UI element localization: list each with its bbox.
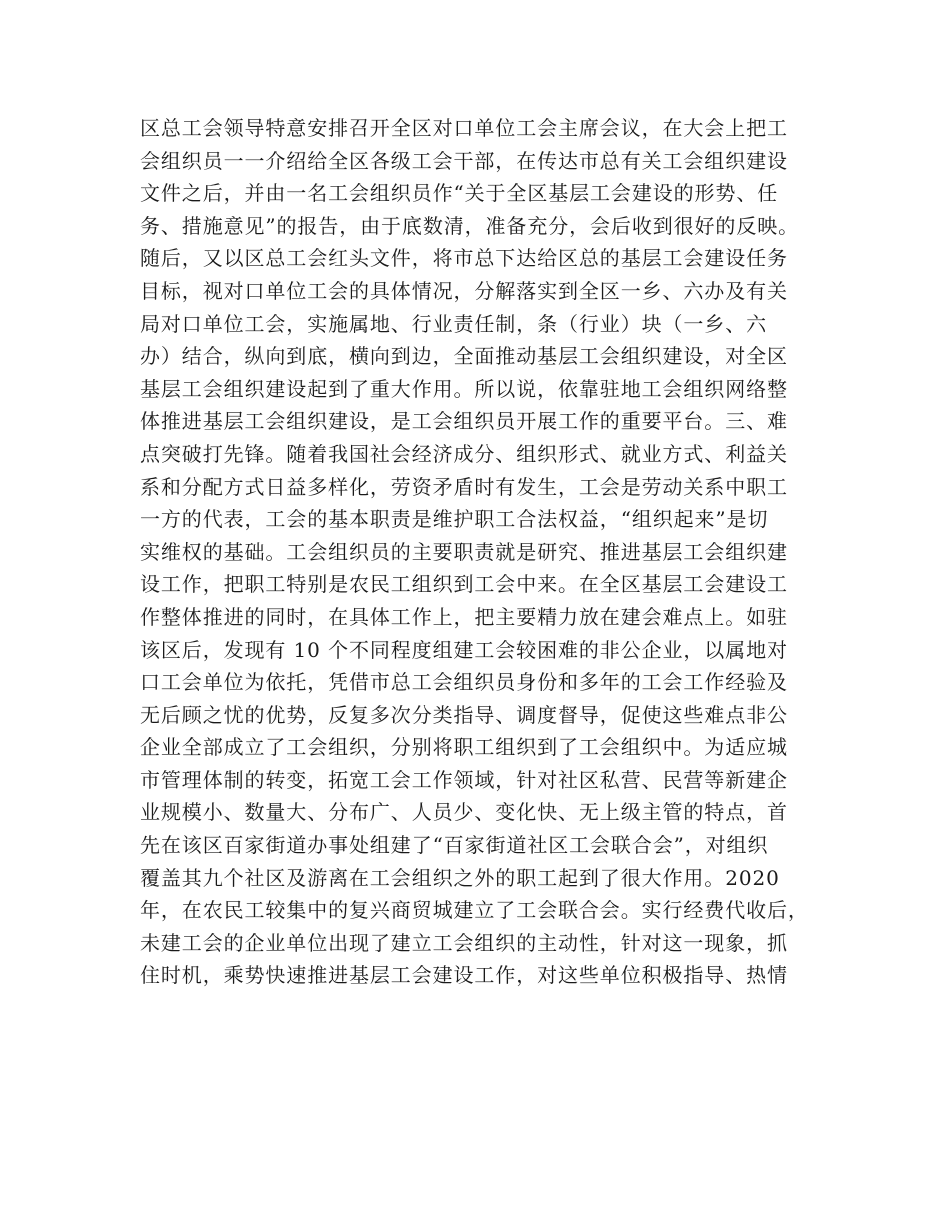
text-line: 一方的代表，工会的基本职责是维护职工合法权益，“组织起来”是切 [140,507,769,532]
text-line: 基层工会组织建设起到了重大作用。所以说，依靠驻地工会组织网络整 [140,376,788,401]
text-line: 无后顾之忧的优势，反复多次分类指导、调度督导，促使这些难点非公 [140,702,788,727]
text-line: 区总工会领导特意安排召开全区对口单位工会主席会议，在大会上把工 [140,116,788,140]
text-line: 口工会单位为依托，凭借市总工会组织员身份和多年的工会工作经验及 [140,670,788,695]
text-line: 随后，又以区总工会红头文件，将市总下达给区总的基层工会建设任务 [140,246,788,271]
text-line: 会组织员一一介绍给全区各级工会干部，在传达市总有关工会组织建设 [140,148,788,173]
text-line: 作整体推进的同时，在具体工作上，把主要精力放在建会难点上。如驻 [140,604,788,629]
text-line: 实维权的基础。工会组织员的主要职责就是研究、推进基层工会组织建 [140,539,788,564]
text-line: 市管理体制的转变，拓宽工会工作领域，针对社区私营、民营等新建企 [140,767,788,792]
text-line: 年，在农民工较集中的复兴商贸城建立了工会联合会。实行经费代收后， [140,898,809,923]
text-line: 覆盖其九个社区及游离在工会组织之外的职工起到了很大作用。2020 [140,865,780,890]
text-line: 体推进基层工会组织建设，是工会组织员开展工作的重要平台。三、难 [140,409,788,434]
text-line: 目标，视对口单位工会的具体情况，分解落实到全区一乡、六办及有关 [140,278,788,303]
text-line: 该区后，发现有 10 个不同程度组建工会较困难的非公企业，以属地对 [140,637,788,662]
text-line: 点突破打先锋。随着我国社会经济成分、组织形式、就业方式、利益关 [140,441,788,466]
text-line: 企业全部成立了工会组织，分别将职工组织到了工会组织中。为适应城 [140,735,788,760]
text-line: 务、措施意见”的报告，由于底数清，准备充分，会后收到很好的反映。 [140,213,800,238]
text-line: 先在该区百家街道办事处组建了“百家街道社区工会联合会”，对组织 [140,833,769,858]
text-line: 系和分配方式日益多样化，劳资矛盾时有发生，工会是劳动关系中职工 [140,474,788,499]
body-text [140,112,820,992]
text-line: 未建工会的企业单位出现了建立工会组织的主动性，针对这一现象，抓 [140,930,788,955]
text-line: 设工作，把职工特别是农民工组织到工会中来。在全区基层工会建设工 [140,572,788,597]
text-line: 业规模小、数量大、分布广、人员少、变化快、无上级主管的特点，首 [140,800,788,825]
text-line: 文件之后，并由一名工会组织员作“关于全区基层工会建设的形势、任 [140,181,779,206]
text-line: 住时机，乘势快速推进基层工会建设工作，对这些单位积极指导、热情 [140,963,788,988]
text-line: 局对口单位工会，实施属地、行业责任制，条（行业）块（一乡、六 [140,311,767,336]
text-line: 办）结合，纵向到底，横向到边，全面推动基层工会组织建设，对全区 [140,344,788,369]
